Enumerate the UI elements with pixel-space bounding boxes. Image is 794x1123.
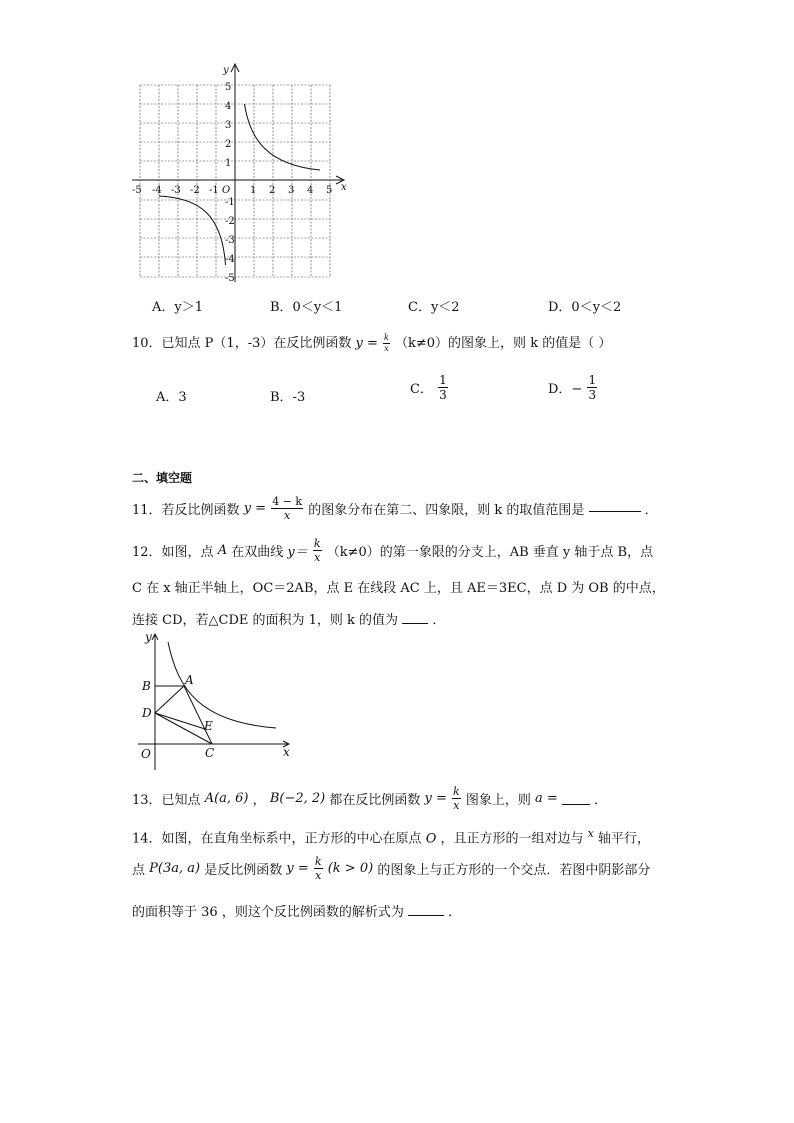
q14-point-p: P(3a, a) bbox=[149, 861, 201, 876]
section-title: 二、填空题 bbox=[132, 471, 193, 485]
label-c: C bbox=[205, 746, 215, 760]
q9-option-b[interactable]: B．0＜y＜1 bbox=[270, 300, 343, 315]
x-tick-label: 3 bbox=[288, 185, 295, 196]
y-axis-label: y bbox=[223, 65, 229, 76]
label-y: y bbox=[145, 630, 152, 644]
label-x: x bbox=[283, 745, 290, 759]
q10-frac-num: k bbox=[384, 333, 389, 342]
q14-text: ，且正方形的一组对边与 bbox=[440, 831, 584, 847]
y-tick-label: 4 bbox=[225, 101, 232, 112]
q13-text: ， bbox=[252, 793, 266, 808]
q10-option-d-fraction bbox=[587, 374, 597, 401]
q12-y-eq: y＝ bbox=[287, 545, 308, 560]
q11-frac-num: 4 − k bbox=[272, 495, 303, 508]
q10-option-c[interactable] bbox=[410, 374, 449, 401]
y-tick-label: -4 bbox=[225, 254, 235, 265]
frac-num: k bbox=[453, 785, 460, 798]
q14-condition: (k > 0) bbox=[327, 861, 374, 876]
q11-y-eq: y = bbox=[243, 501, 267, 516]
q10-prefix: 10．已知点 P（1，-3）在反比例函数 bbox=[132, 336, 352, 351]
q10-y-eq: y = bbox=[355, 336, 378, 351]
q12-figure bbox=[135, 628, 295, 778]
q12-text: 在双曲线 bbox=[231, 545, 284, 560]
answer-blank[interactable] bbox=[562, 792, 590, 805]
frac-den: 3 bbox=[439, 388, 447, 402]
y-tick-label: 3 bbox=[225, 120, 232, 131]
question-14-line-1 bbox=[132, 827, 650, 846]
q10-option-c-fraction bbox=[438, 374, 448, 401]
q12-text: 12．如图，点 bbox=[132, 545, 214, 560]
y-tick-label: 5 bbox=[225, 82, 232, 93]
frac-num: 1 bbox=[439, 373, 447, 387]
q11-fraction bbox=[271, 496, 303, 521]
label-o: O bbox=[141, 747, 151, 761]
frac-den: x bbox=[314, 551, 321, 564]
q11-suffix: 的图象分布在第二、四象限，则 k 的取值范围是 bbox=[308, 503, 585, 518]
label-a: A bbox=[185, 673, 194, 687]
y-tick-label: 1 bbox=[225, 158, 232, 169]
q10-fraction bbox=[383, 334, 390, 353]
y-tick-label: -2 bbox=[225, 216, 235, 227]
frac-den: x bbox=[453, 799, 460, 812]
x-tick-label: -1 bbox=[209, 185, 219, 196]
q13-end: ． bbox=[594, 793, 608, 808]
x-tick-label: 1 bbox=[250, 185, 257, 196]
q11-prefix: 11．若反比例函数 bbox=[132, 503, 240, 518]
x-tick-label: -4 bbox=[152, 185, 162, 196]
question-14-line-2 bbox=[132, 856, 650, 881]
q11-end: ． bbox=[644, 503, 658, 518]
q11-frac-den: x bbox=[284, 509, 291, 522]
y-tick-label: -1 bbox=[225, 197, 235, 208]
frac-num: k bbox=[314, 855, 322, 868]
x-tick-label: -5 bbox=[132, 185, 142, 196]
q10-option-c-label: C． bbox=[410, 382, 433, 397]
q14-text: ，则这个反比例函数的解析式为 bbox=[221, 905, 404, 920]
q13-text: 图象上，则 bbox=[465, 793, 531, 808]
x-tick-label: -2 bbox=[190, 185, 200, 196]
hyperbola-graph bbox=[128, 60, 353, 285]
x-tick-label: 5 bbox=[326, 185, 333, 196]
q9-option-d[interactable]: D．0＜y＜2 bbox=[548, 300, 622, 315]
x-tick-label: -3 bbox=[171, 185, 181, 196]
question-11 bbox=[132, 496, 658, 521]
q13-text: 都在反比例函数 bbox=[329, 793, 421, 808]
q12-text: 连接 CD，若△CDE 的面积为 1，则 k 的值为 bbox=[132, 613, 399, 628]
y-tick-label: 2 bbox=[225, 139, 232, 150]
q13-fraction bbox=[452, 786, 461, 811]
frac-num: 1 bbox=[588, 373, 597, 387]
answer-blank[interactable] bbox=[589, 499, 641, 512]
q12-end: ． bbox=[432, 613, 446, 628]
question-14-line-3 bbox=[132, 901, 461, 920]
answer-blank[interactable] bbox=[402, 611, 428, 624]
label-d: D bbox=[142, 706, 152, 720]
q14-y-eq: y = bbox=[286, 861, 309, 876]
q14-fraction bbox=[314, 856, 323, 881]
hyperbola-branch-q3 bbox=[159, 196, 226, 265]
q10-option-b[interactable]: B．-3 bbox=[270, 390, 306, 405]
q13-point-b: B(−2, 2) bbox=[269, 791, 326, 806]
label-e: E bbox=[204, 719, 213, 733]
question-12-line-1 bbox=[132, 538, 653, 563]
q14-text: 的面积等于 bbox=[132, 905, 198, 920]
question-12-line-3 bbox=[132, 609, 445, 628]
frac-den: x bbox=[315, 869, 322, 882]
segment-da bbox=[155, 686, 184, 713]
question-10 bbox=[132, 332, 611, 353]
frac-den: 3 bbox=[588, 388, 597, 402]
q14-x: x bbox=[587, 827, 594, 840]
q12-point-a: A bbox=[217, 543, 228, 558]
frac-num: k bbox=[313, 537, 321, 550]
q13-y-eq: y = bbox=[424, 791, 447, 806]
y-tick-label: -3 bbox=[225, 235, 235, 246]
q14-text: 的图象上与正方形的一个交点．若图中阴影部分 bbox=[377, 863, 651, 878]
question-12-line-2: C 在 x 轴正半轴上，OC＝2AB，点 E 在线段 AC 上，且 AE＝3EC，点 D 为 OB 的中点， bbox=[132, 581, 665, 596]
x-axis-label: x bbox=[341, 182, 347, 193]
hyperbola-branch-q1 bbox=[245, 104, 321, 170]
x-tick-label: 2 bbox=[269, 185, 276, 196]
q12-fraction bbox=[313, 538, 322, 563]
origin-label: O bbox=[222, 185, 231, 196]
q10-option-a[interactable]: A．3 bbox=[156, 390, 187, 405]
x-tick-label: 4 bbox=[307, 185, 314, 196]
q10-suffix: （k≠0）的图象上，则 k 的值是（ ） bbox=[395, 336, 612, 351]
q9-option-a[interactable]: A．y＞1 bbox=[152, 300, 204, 315]
q9-option-c[interactable]: C．y＜2 bbox=[408, 300, 460, 315]
q10-option-d[interactable] bbox=[548, 374, 598, 401]
y-tick-label: -5 bbox=[225, 273, 235, 284]
q12-text: （k≠0）的第一象限的分支上，AB 垂直 y 轴于点 B，点 bbox=[326, 545, 654, 560]
q14-origin: O bbox=[425, 831, 437, 847]
answer-blank[interactable] bbox=[408, 903, 444, 916]
q13-a-eq: a = bbox=[535, 791, 558, 806]
q14-area: 36 bbox=[201, 905, 218, 920]
q14-text: 点 bbox=[132, 863, 146, 878]
label-b: B bbox=[142, 679, 151, 693]
q14-text: 轴平行， bbox=[598, 831, 651, 847]
q14-text: 是反比例函数 bbox=[204, 863, 283, 878]
segment-ac bbox=[184, 686, 212, 744]
q14-text: 14．如图，在直角坐标系中，正方形的中心在原点 bbox=[132, 831, 422, 847]
q14-end: ． bbox=[448, 905, 462, 920]
q10-option-d-label: D．− bbox=[548, 382, 583, 397]
q13-text: 13．已知点 bbox=[132, 793, 201, 808]
q10-frac-den: x bbox=[384, 344, 389, 353]
q13-point-a: A(a, 6) bbox=[204, 791, 249, 806]
question-13 bbox=[132, 786, 607, 811]
